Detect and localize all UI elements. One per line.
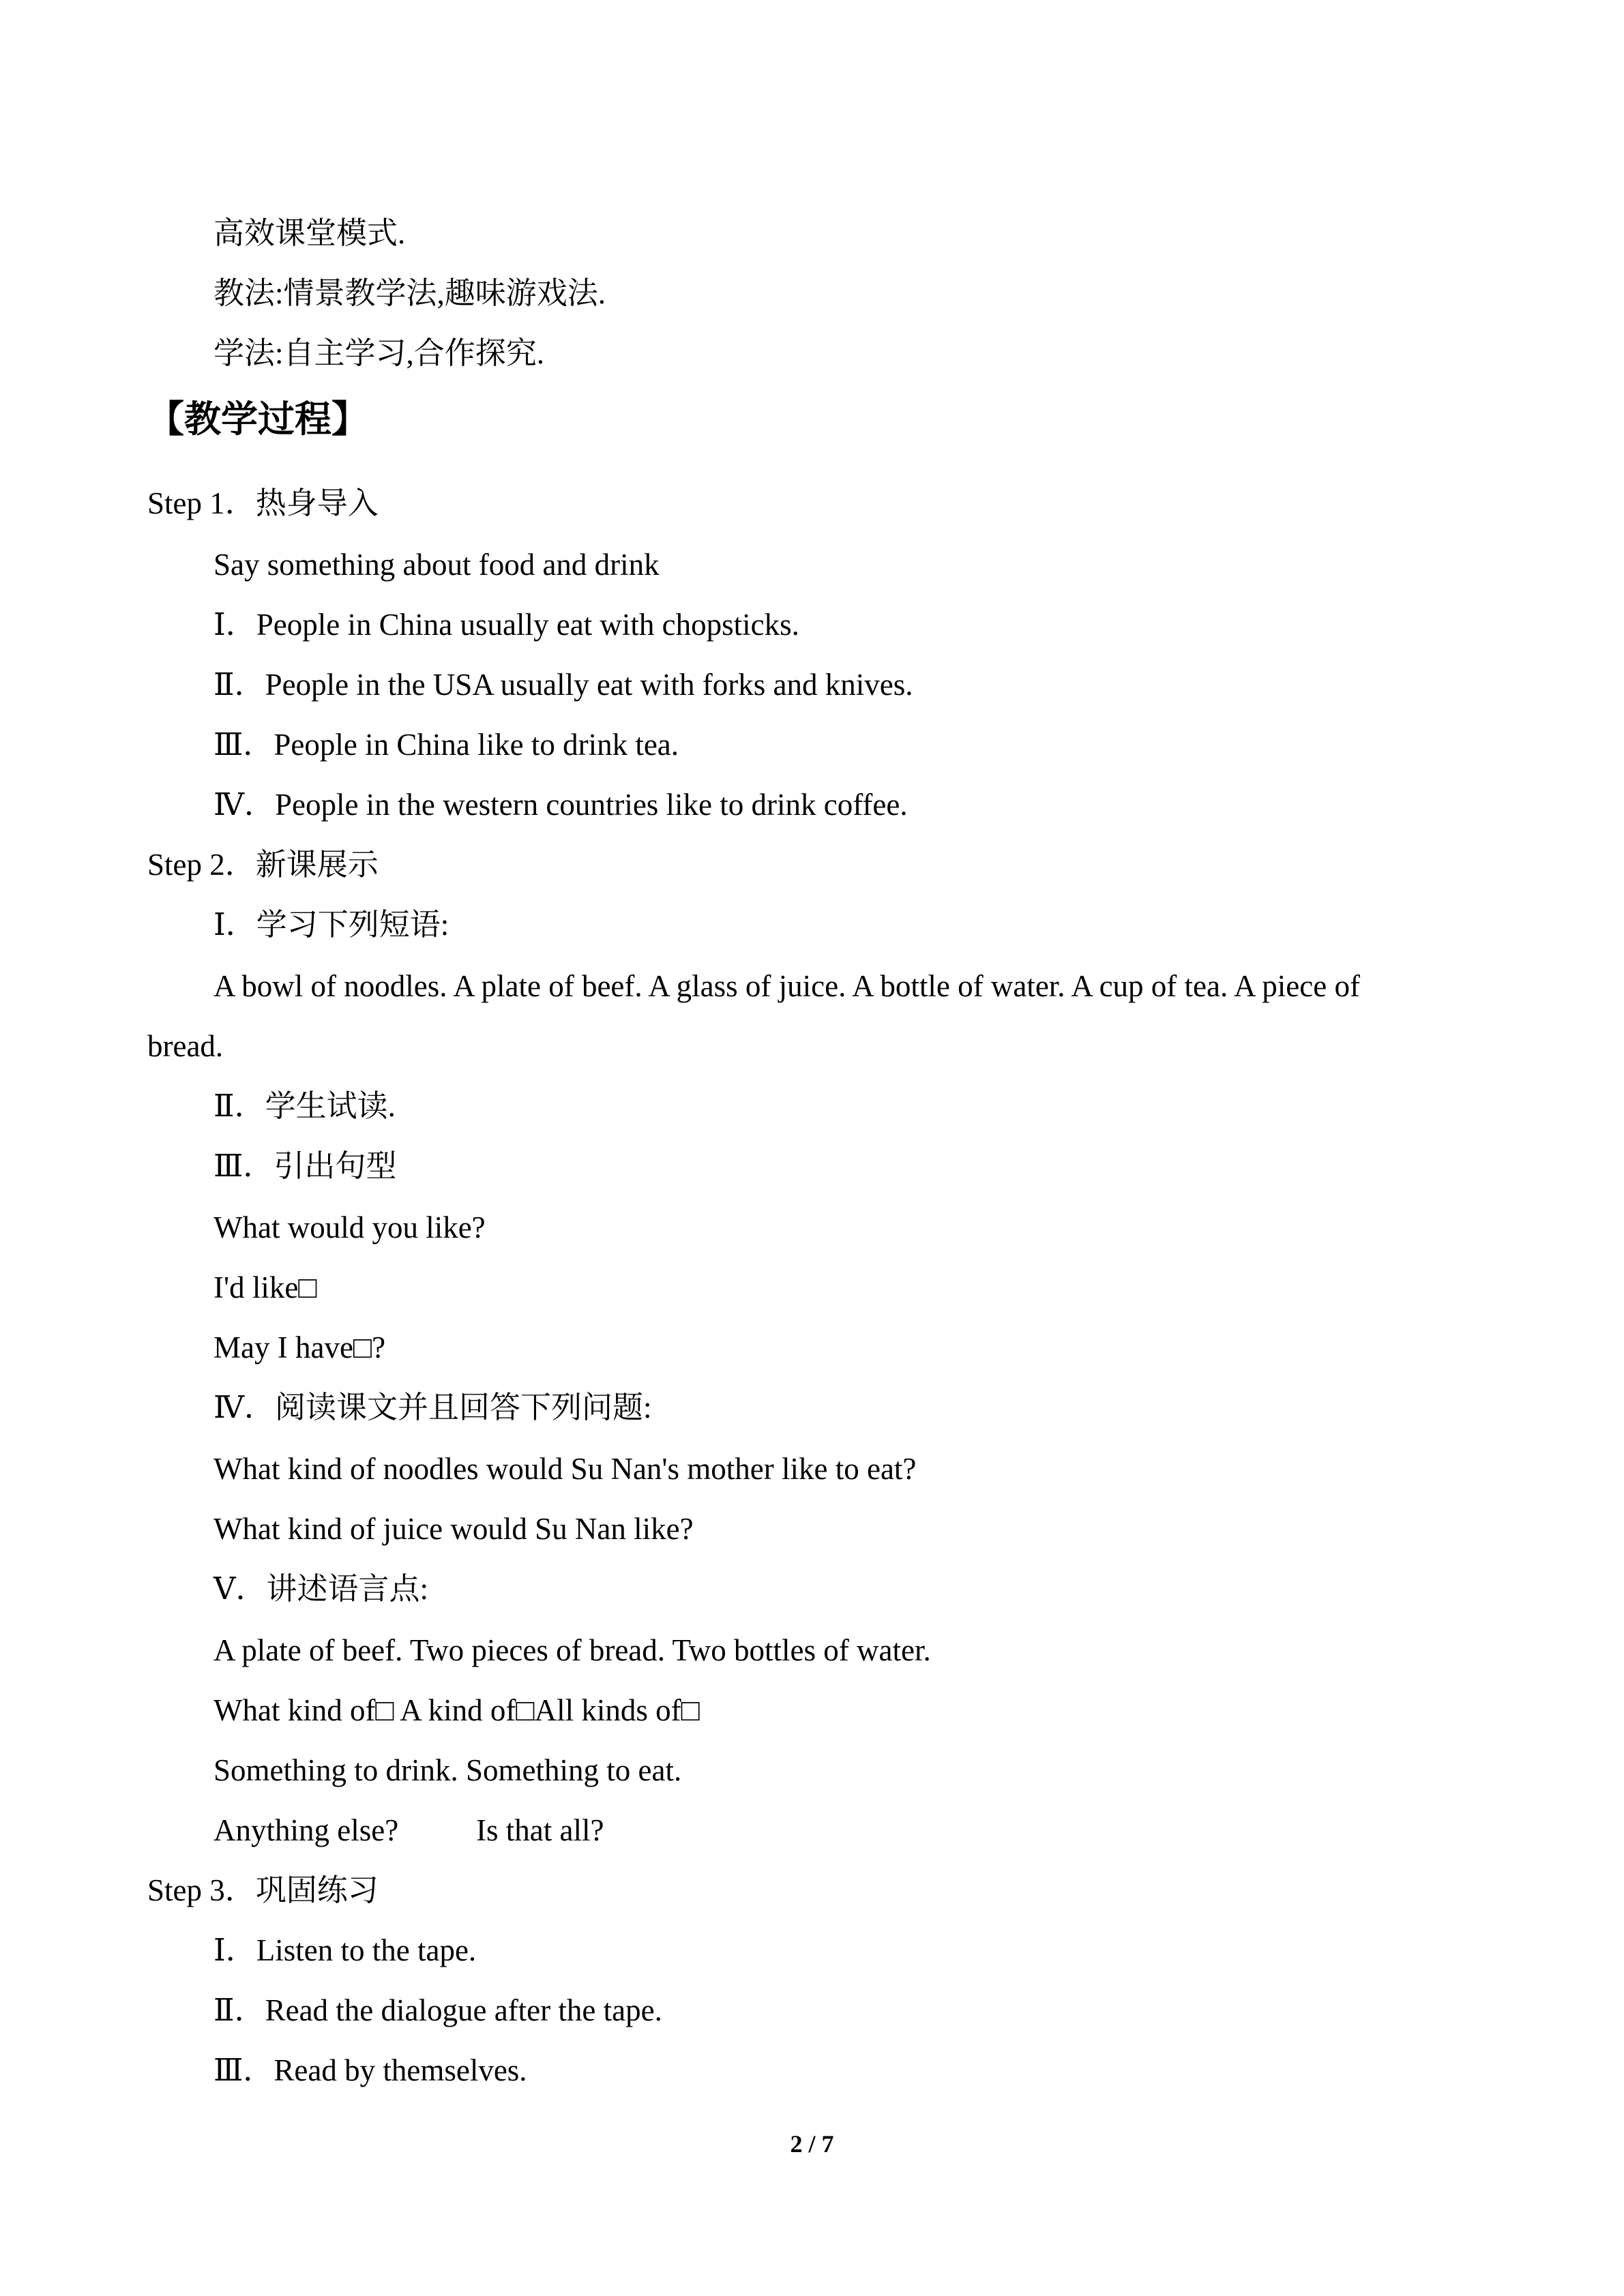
- step3-item-3: Ⅲ．Read by themselves.: [213, 2053, 527, 2087]
- step1-item-2: Ⅱ．People in the USA usually eat with forks and knives.: [213, 668, 913, 702]
- step2-item-5: Ⅴ．讲述语言点:: [213, 1572, 429, 1606]
- page-number: 2 / 7: [790, 2130, 834, 2158]
- intro-mode: 高效课堂模式.: [213, 216, 406, 250]
- step3-item-1: Ⅰ．Listen to the tape.: [213, 1933, 477, 1967]
- step2-item-2: Ⅱ．学生试读.: [213, 1089, 396, 1123]
- step3-title: Step 3．巩固练习: [147, 1873, 379, 1907]
- step2-pattern-3: May I have□?: [213, 1330, 386, 1365]
- step2-pattern-2: I'd like□: [213, 1270, 317, 1304]
- step2-title: Step 2．新课展示: [147, 848, 379, 882]
- step1-title: Step 1．热身导入: [147, 486, 379, 520]
- step2-item-3: Ⅲ．引出句型: [213, 1149, 397, 1183]
- step2-phrases-line2: bread.: [147, 1029, 224, 1063]
- step3-item-2: Ⅱ．Read the dialogue after the tape.: [213, 1993, 662, 2027]
- step2-pattern-1: What would you like?: [213, 1210, 486, 1244]
- step2-question-2: What kind of juice would Su Nan like?: [213, 1512, 694, 1546]
- step2-point-3: Something to drink. Something to eat.: [213, 1753, 682, 1787]
- step2-item-1: Ⅰ．学习下列短语:: [213, 908, 449, 942]
- step2-point-4a: Anything else?: [213, 1813, 399, 1847]
- intro-learning-method: 学法:自主学习,合作探究.: [213, 336, 545, 370]
- step1-item-3: Ⅲ．People in China like to drink tea.: [213, 728, 679, 762]
- step2-point-1: A plate of beef. Two pieces of bread. Two bottles of water.: [213, 1633, 931, 1667]
- section-title: 【教学过程】: [147, 398, 368, 441]
- step2-phrases-line1: A bowl of noodles. A plate of beef. A glass of juice. A bottle of water. A cup of tea. A piece of: [213, 969, 1360, 1003]
- step1-item-4: Ⅳ．People in the western countries like to drink coffee.: [213, 788, 908, 822]
- intro-teaching-method: 教法:情景教学法,趣味游戏法.: [213, 276, 606, 310]
- step2-question-1: What kind of noodles would Su Nan's mother like to eat?: [213, 1452, 917, 1486]
- step2-point-4b: Is that all?: [476, 1813, 604, 1847]
- step2-item-4: Ⅳ．阅读课文并且回答下列问题:: [213, 1390, 652, 1425]
- step1-item-1: Ⅰ．People in China usually eat with chopsticks.: [213, 608, 799, 642]
- step1-intro: Say something about food and drink: [213, 548, 660, 582]
- step2-point-2: What kind of□ A kind of□All kinds of□: [213, 1693, 700, 1727]
